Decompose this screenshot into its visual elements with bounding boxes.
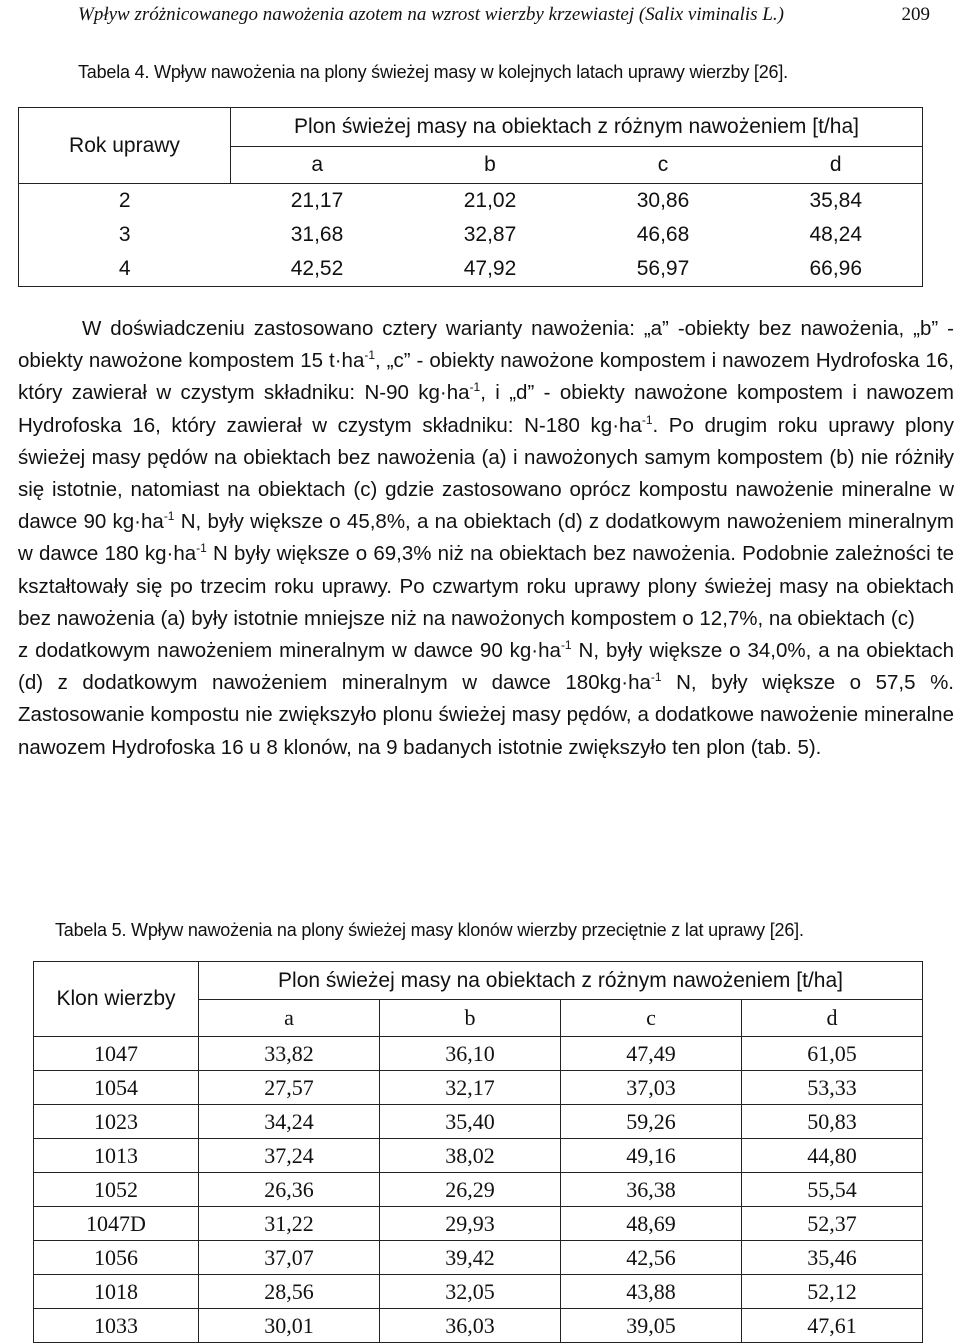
table-cell: 42,52 [231,252,404,287]
row-header: Klon wierzby [34,962,199,1037]
table-cell: 56,97 [577,252,750,287]
paragraph [18,313,954,635]
table-cell: 39,05 [561,1309,742,1343]
table-cell: 44,80 [742,1139,923,1173]
text-run: , i „d” - obiekty nawożone kompostem i nawozem Hydrofoska 16, który zawierał w czystym składniku: N-180 kg·ha [18,381,954,437]
table-cell: 35,84 [750,184,923,219]
table-cell: 1013 [34,1139,199,1173]
table-cell: 36,10 [380,1037,561,1071]
superscript: -1 [560,638,572,653]
table-cell: 32,05 [380,1275,561,1309]
table-cell: 1023 [34,1105,199,1139]
table-cell: 35,40 [380,1105,561,1139]
table-cell: 55,54 [742,1173,923,1207]
table-cell: 21,17 [290,189,344,212]
table-cell: 1052 [34,1173,199,1207]
column-header: a [199,1000,380,1037]
table-cell: 1018 [34,1275,199,1309]
table-cell: 49,16 [561,1139,742,1173]
table-5-body [34,1037,923,1343]
table-cell: 48,69 [561,1207,742,1241]
table-cell: 34,24 [199,1105,380,1139]
table-row [34,1241,923,1275]
table-cell: 36,38 [561,1173,742,1207]
table-cell: 28,56 [199,1275,380,1309]
table-cell: 47,49 [561,1037,742,1071]
table-cell: 33,82 [199,1037,380,1071]
table-row [34,1207,923,1241]
table-cell: 47,92 [404,252,577,287]
table-cell: 61,05 [742,1037,923,1071]
table-row [34,1173,923,1207]
page-number: 209 [901,4,930,25]
table-cell: 38,02 [380,1139,561,1173]
table-4 [18,107,923,287]
table-cell: 36,03 [380,1309,561,1343]
table-cell: 27,57 [199,1071,380,1105]
table-cell: 1056 [34,1241,199,1275]
table-cell: 52,37 [742,1207,923,1241]
table-cell: 32,17 [380,1071,561,1105]
table-row [34,1037,923,1071]
table-cell: 59,26 [561,1105,742,1139]
table-cell: 39,42 [380,1241,561,1275]
table-cell: 1054 [34,1071,199,1105]
table-cell: 32,87 [463,223,517,246]
superscript: -1 [650,670,662,685]
table-row [34,1139,923,1173]
table-cell: 2 [19,184,231,219]
text-run: N były większe o 69,3% niż na obiektach bez nawożenia. Podobnie zależności te kształtowały się po trzecim roku uprawy. Po czwartym roku uprawy plony świeżej masy na obiektach bez nawożenia (a) były istotnie mniejsze niż na nawożonych kompostem o 12,7%, na obiektach (c) [18,542,954,630]
table-5-header-row [34,962,923,1000]
table-cell: 30,01 [199,1309,380,1343]
text-run: N, były większe o 45,8%, a na obiektach (d) z dodatkowym nawożeniem mineralnym w dawce 180 kg·ha [18,510,954,566]
table-4-header-row [19,108,923,147]
table-cell: 4 [19,252,231,287]
superscript: -1 [364,348,376,363]
superscript: -1 [469,380,481,395]
table-row [34,1105,923,1139]
table-cell: 1047 [34,1037,199,1071]
table-cell: 50,83 [742,1105,923,1139]
body-text [18,313,954,764]
superscript: -1 [641,412,653,427]
table-4-caption: Tabela 4. Wpływ nawożenia na plony świeżej masy w kolejnych latach uprawy wierzby [26]. [78,62,788,82]
running-title: Wpływ zróżnicowanego nawożenia azotem na wzrost wierzby krzewiastej (Salix viminalis L.) [78,4,784,25]
text-run: W doświadczeniu zastosowano cztery warianty nawożenia: „a” -obiekty bez nawożenia, „b” - obiekty nawożone kompostem 15 t·ha [18,317,954,373]
table-row [19,252,923,287]
column-header: c [577,147,750,184]
table-cell: 30,86 [636,189,690,212]
table-cell: 3 [19,218,231,252]
group-header: Plon świeżej masy na obiektach z różnym nawożeniem [t/ha] [199,962,923,1000]
column-header: d [750,147,923,184]
table-cell: 37,03 [561,1071,742,1105]
table-cell: 35,46 [742,1241,923,1275]
table-cell: 21,02 [463,189,517,212]
table-row [34,1309,923,1343]
paragraph [18,635,954,764]
column-header: a [231,147,404,184]
table-row [34,1071,923,1105]
text-run: . Po drugim roku uprawy plony świeżej masy pędów na obiektach bez nawożenia (a) i nawożonych samym kompostem (b) nie różniły się istotnie, natomiast na obiektach (c) gdzie zastosowano oprócz kompostu nawożenie mineralne w dawce 90 kg·ha [18,413,954,534]
superscript: -1 [196,541,207,556]
table-cell: 52,12 [742,1275,923,1309]
table-cell: 42,56 [561,1241,742,1275]
table-cell: 31,22 [199,1207,380,1241]
column-header: b [380,1000,561,1037]
table-cell: 31,68 [290,223,344,246]
table-row [19,218,923,252]
row-header: Rok uprawy [19,108,231,184]
running-header [78,4,930,26]
column-header: c [561,1000,742,1037]
table-5 [33,961,923,1343]
table-cell: 53,33 [742,1071,923,1105]
table-cell: 26,36 [199,1173,380,1207]
column-header: b [404,147,577,184]
table-cell: 26,29 [380,1173,561,1207]
column-header: d [742,1000,923,1037]
text-run: N, były większe o 34,0%, a na obiektach (d) z dodatkowym nawożeniem mineralnym w dawce 180kg·ha [18,639,954,695]
table-cell: 47,61 [742,1309,923,1343]
table-row [19,184,923,219]
table-cell: 37,24 [199,1139,380,1173]
table-cell: 37,07 [199,1241,380,1275]
table-cell: 1033 [34,1309,199,1343]
table-row [34,1275,923,1309]
table-5-caption: Tabela 5. Wpływ nawożenia na plony świeżej masy klonów wierzby przeciętnie z lat uprawy [26]. [55,920,804,940]
table-cell: 46,68 [636,223,690,246]
text-run: z dodatkowym nawożeniem mineralnym w dawce 90 kg·ha [18,639,561,663]
table-cell: 48,24 [750,218,923,252]
text-run: N, były większe o 57,5 %. Zastosowanie kompostu nie zwiększyło plonu świeżej masy pędów, a dodatkowe nawożenie mineralne nawozem Hydrofoska 16 u 8 klonów, na 9 badanych istotnie zwiększyło ten plon (tab. 5). [18,671,955,759]
table-cell: 43,88 [561,1275,742,1309]
table-cell: 66,96 [750,252,923,287]
superscript: -1 [163,509,175,524]
table-cell: 29,93 [380,1207,561,1241]
text-run: , „c” - obiekty nawożone kompostem i nawozem Hydrofoska 16, który zawierał w czystym składniku: N-90 kg·ha [18,349,954,405]
table-cell: 1047D [34,1207,199,1241]
group-header: Plon świeżej masy na obiektach z różnym nawożeniem [t/ha] [231,108,923,147]
